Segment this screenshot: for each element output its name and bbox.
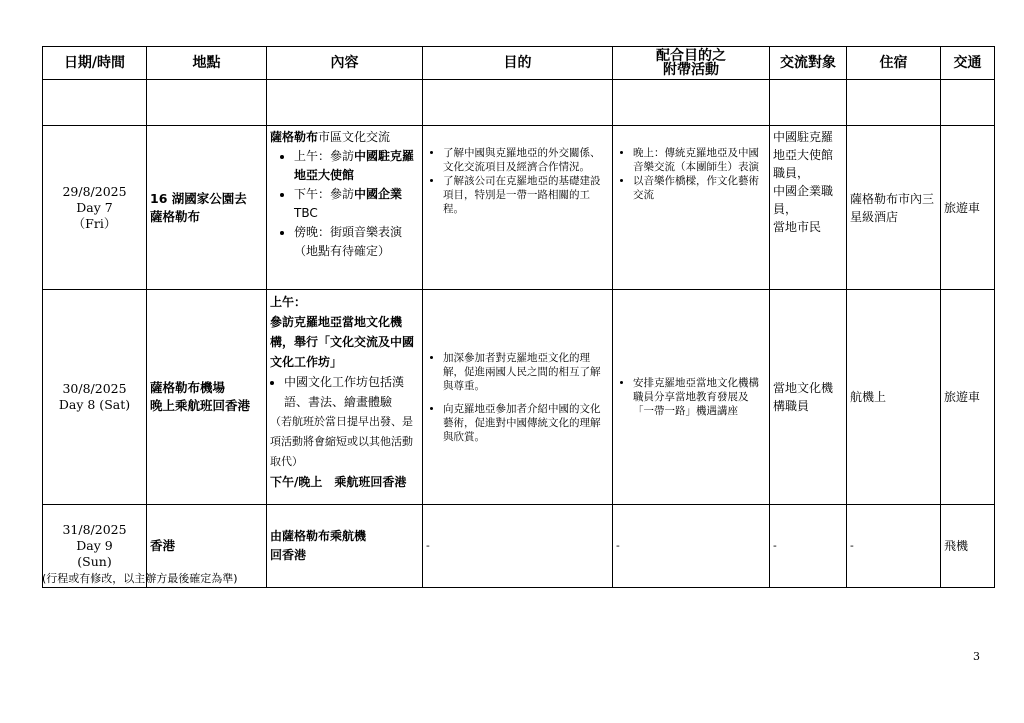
targets-cell: 中國駐克羅地亞大使館職員， 中國企業職員， 當地市民 (770, 126, 847, 290)
item-note: （地點有待確定） (294, 244, 391, 258)
header-targets: 交流對象 (770, 47, 847, 80)
list-item: • 晚上：傳統克羅地亞及中國音樂交流（本團師生）表演 (633, 146, 766, 174)
empty-cell (147, 80, 267, 126)
empty-cell (770, 80, 847, 126)
date: 31/8/2025 (62, 522, 127, 537)
content-list (270, 147, 419, 261)
item-prefix: 下午：參訪 (294, 187, 355, 201)
day-number: Day 7 (76, 199, 113, 215)
lodging-cell: 航機上 (847, 290, 941, 505)
date: 29/8/2025 (62, 183, 127, 199)
transport-cell: 旅遊車 (941, 290, 995, 505)
content-heading-bold: 上午： (270, 295, 307, 309)
activities-list (616, 146, 766, 202)
purpose-cell (423, 126, 613, 290)
header-row (43, 47, 995, 80)
item-bold: 中國企業 (354, 187, 403, 201)
content-title-bold: 薩格勒布 (270, 130, 319, 144)
targets-cell: - (770, 505, 847, 588)
content-list (270, 372, 419, 412)
empty-cell (847, 80, 941, 126)
activities-cell (613, 126, 770, 290)
list-item: • 安排克羅地亞當地文化機構職員分享當地教育發展及「一帶一路」機遇講座 (633, 376, 766, 418)
place-line: 晚上乘航班回香港 (150, 398, 251, 413)
purpose-list (426, 351, 609, 444)
lodging-cell: - (847, 505, 941, 588)
empty-cell (43, 80, 147, 126)
header-activities: 配合目的之 附帶活動 (613, 47, 770, 80)
header-transport: 交通 (941, 47, 995, 80)
list-item: • 向克羅地亞參加者介紹中國的文化藝術，促進對中國傳統文化的理解與欣賞。 (443, 402, 609, 444)
item-bold: 中國駐克羅地亞大使館 (294, 149, 415, 182)
content-bold: 回香港 (270, 548, 307, 562)
empty-row (43, 80, 995, 126)
table-row-day7 (43, 126, 995, 290)
item-text: 傍晚：街頭音樂表演 (294, 225, 403, 239)
day-number: Day 9 (76, 538, 113, 553)
item-suffix: TBC (294, 206, 318, 220)
date-cell (43, 126, 147, 290)
purpose-cell: - (423, 505, 613, 588)
transport-cell: 飛機 (941, 505, 995, 588)
place-cell: 香港 (147, 505, 267, 588)
date-cell (43, 290, 147, 505)
itinerary-table (42, 46, 995, 588)
header-purpose: 目的 (423, 47, 613, 80)
place-line: 薩格勒布機場 (150, 380, 226, 395)
content-note: （若航班於當日提早出發、是項活動將會縮短或以其他活動取代） (270, 415, 413, 468)
activities-list (616, 376, 766, 418)
empty-cell (267, 80, 423, 126)
purpose-cell (423, 290, 613, 505)
empty-cell (941, 80, 995, 126)
content-footer-bold: 下午/晚上 乘航班回香港 (270, 475, 407, 489)
empty-cell (423, 80, 613, 126)
list-item: • 加深參加者對克羅地亞文化的理解，促進兩國人民之間的相互了解與尊重。 (443, 351, 609, 393)
content-cell (267, 290, 423, 505)
item-prefix: 上午：參訪 (294, 149, 355, 163)
list-item: • 了解該公司在克羅地亞的基礎建設項目，特別是一帶一路相關的工程。 (443, 174, 609, 216)
footnote: (行程或有修改，以主辦方最後確定為準) (42, 572, 238, 585)
content-heading (270, 312, 419, 372)
content-heading (270, 292, 419, 312)
targets-cell: 當地文化機構職員 (770, 290, 847, 505)
page-number: 3 (973, 650, 980, 663)
date: 30/8/2025 (62, 381, 127, 396)
lodging-cell: 薩格勒布市內三星級酒店 (847, 126, 941, 290)
purpose-list (426, 146, 609, 216)
content-line (270, 527, 419, 546)
header-content: 內容 (267, 47, 423, 80)
empty-cell (613, 80, 770, 126)
place-cell (147, 290, 267, 505)
weekday: (Sun) (77, 554, 112, 569)
list-item (294, 147, 419, 185)
activities-cell (613, 290, 770, 505)
transport-cell: 旅遊車 (941, 126, 995, 290)
content-bold: 由薩格勒布乘航機 (270, 529, 367, 543)
content-title (270, 128, 419, 147)
list-item: • 中國文化工作坊包括漢語、書法、繪畫體驗 (284, 372, 419, 412)
table-row-day8 (43, 290, 995, 505)
content-footer (270, 472, 419, 492)
place-line: 薩格勒布 (150, 208, 201, 224)
weekday: （Fri） (72, 215, 117, 231)
header-lodging: 住宿 (847, 47, 941, 80)
day-number: Day 8 (Sat) (58, 397, 131, 412)
content-cell (267, 126, 423, 290)
content-title-rest: 市區文化交流 (318, 130, 391, 144)
header-date: 日期/時間 (43, 47, 147, 80)
place-line: 16 湖國家公園去 (150, 190, 247, 206)
content-cell (267, 505, 423, 588)
list-item (294, 185, 419, 223)
content-line (270, 546, 419, 565)
place-cell (147, 126, 267, 290)
header-place: 地點 (147, 47, 267, 80)
list-item: • 了解中國與克羅地亞的外交關係、文化交流項目及經濟合作情況。 (443, 146, 609, 174)
list-item (294, 223, 419, 261)
content-heading-bold: 參訪克羅地亞當地文化機構，舉行「文化交流及中國文化工作坊」 (270, 315, 415, 369)
list-item: • 以音樂作橋樑，作文化藝術交流 (633, 174, 766, 202)
activities-cell: - (613, 505, 770, 588)
